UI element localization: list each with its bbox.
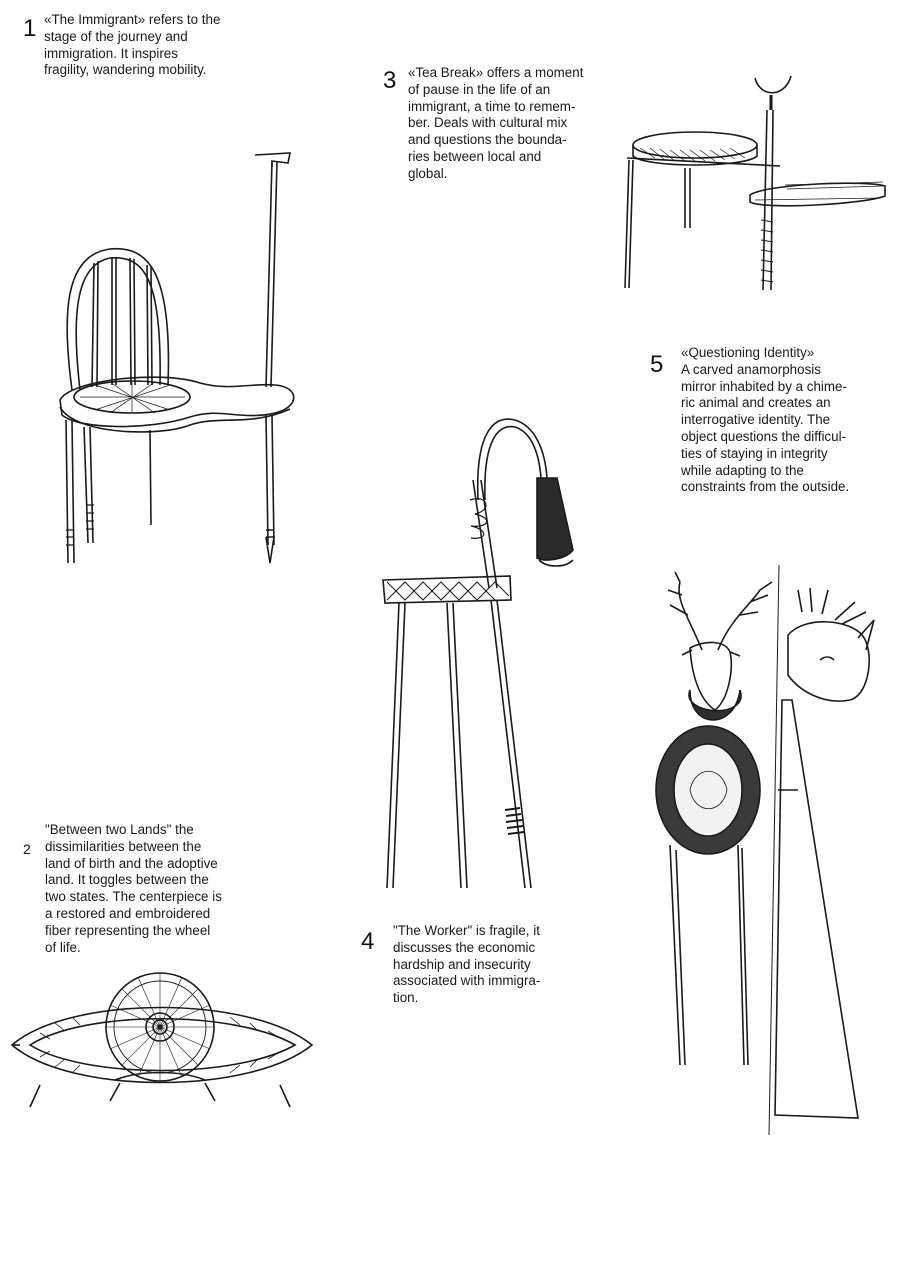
section-1-description: «The Immigrant» refers to the stage of the journey and immigration. It inspires fragility, wandering mobility. xyxy=(44,12,221,78)
section-5-number: 5 xyxy=(650,351,664,378)
tea-table-sketch xyxy=(615,70,895,295)
section-4-description: "The Worker" is fragile, it discusses the economic hardship and insecurity associated with immigra- tion. xyxy=(393,923,541,1006)
anamorphosis-mirror-sketch xyxy=(630,560,880,1140)
stool-with-lamp-sketch xyxy=(375,410,600,895)
section-2-number: 2 xyxy=(23,841,31,857)
section-3-description: «Tea Break» offers a moment of pause in the life of an immigrant, a time to remem- ber. Deals with cultural mix and questions the bounda- ries between local and global. xyxy=(408,65,584,181)
section-5-description: «Questioning Identity» A carved anamorphosis mirror inhabited by a chime- ric animal and creates an interrogative identity. The object questions the difficul- ties of staying in integrity while adapting to the constraints from the outside. xyxy=(681,345,850,495)
section-2-description: "Between two Lands" the dissimilarities between the land of birth and the adoptive land. It toggles between the two states. The centerpiece is a restored and embroidered fiber representing the wheel of life. xyxy=(45,822,222,955)
section-4-number: 4 xyxy=(361,928,375,955)
eye-with-wheel-sketch xyxy=(10,965,315,1115)
chair-with-cane-sketch xyxy=(50,145,310,575)
section-3-number: 3 xyxy=(383,67,397,94)
section-1-number: 1 xyxy=(23,15,37,42)
